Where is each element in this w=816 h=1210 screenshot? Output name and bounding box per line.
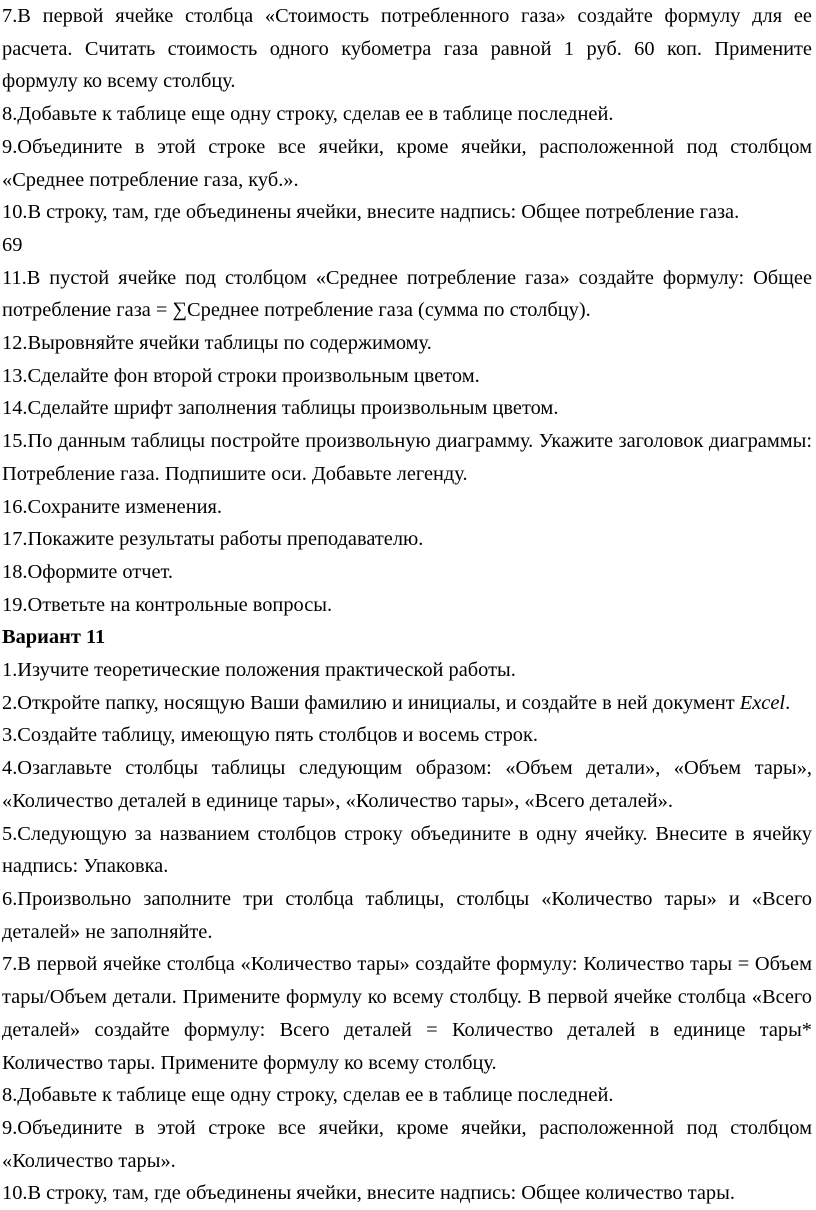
paragraph-step-10: 10.В строку, там, где объединены ячейки, внесите надпись: Общее потребление газа. — [2, 201, 740, 224]
variant-step-1: 1.Изучите теоретические положения практической работы. — [2, 659, 516, 682]
page-number: 69 — [2, 233, 23, 256]
variant-step-9: 9.Объедините в этой строке все ячейки, кроме ячейки, расположенной под столбцом «Количество тары». — [2, 1116, 812, 1172]
variant-step-2 — [2, 687, 812, 720]
paragraph-step-7: 7.В первой ячейке столбца «Стоимость потребленного газа» создайте формулу для ее расчета. Считать стоимость одного кубометра газа равной 1 руб. 60 коп. Примените формулу ко всему столбцу. — [2, 5, 812, 93]
paragraph-step-17: 17.Покажите результаты работы преподавателю. — [2, 528, 424, 551]
paragraph-step-14: 14.Сделайте шрифт заполнения таблицы произвольным цветом. — [2, 397, 559, 420]
variant-step-5: 5.Следующую за названием столбцов строку объедините в одну ячейку. Внесите в ячейку надпись: Упаковка. — [2, 822, 812, 878]
variant-heading: Вариант 11 — [2, 626, 106, 649]
variant-step-2-end: . — [785, 691, 791, 714]
variant-step-6: 6.Произвольно заполните три столбца таблицы, столбцы «Количество тары» и «Всего деталей» не заполняйте. — [2, 887, 812, 943]
variant-step-10: 10.В строку, там, где объединены ячейки, внесите надпись: Общее количество тары. — [2, 1182, 735, 1205]
variant-step-4: 4.Озаглавьте столбцы таблицы следующим образом: «Объем детали», «Объем тары», «Количество деталей в единице тары», «Количество тары», «Всего деталей». — [2, 757, 812, 812]
paragraph-step-18: 18.Оформите отчет. — [2, 560, 173, 583]
variant-step-2-text: 2.Откройте папку, носящую Ваши фамилию и инициалы, и создайте в ней документ — [2, 691, 740, 714]
paragraph-step-13: 13.Сделайте фон второй строки произвольным цветом. — [2, 364, 480, 387]
variant-step-7: 7.В первой ячейке столбца «Количество тары» создайте формулу: Количество тары = Объем тары/Объем детали. Примените формулу ко всему столбцу. В первой ячейке столбца «Всего деталей» создайте формулу: Всего деталей = Количество деталей в единице тары* Количество тары. Примените формулу ко всему столбцу. — [2, 953, 812, 1074]
variant-step-3: 3.Создайте таблицу, имеющую пять столбцов и восемь строк. — [2, 724, 538, 747]
paragraph-step-19: 19.Ответьте на контрольные вопросы. — [2, 593, 333, 616]
paragraph-step-9: 9.Объедините в этой строке все ячейки, кроме ячейки, расположенной под столбцом «Среднее потребление газа, куб.». — [2, 135, 812, 191]
paragraph-step-16: 16.Сохраните изменения. — [2, 495, 222, 518]
paragraph-step-11: 11.В пустой ячейке под столбцом «Среднее потребление газа» создайте формулу: Общее потребление газа = ∑Среднее потребление газа (сумма по столбцу). — [2, 266, 812, 322]
paragraph-step-8: 8.Добавьте к таблице еще одну строку, сделав ее в таблице последней. — [2, 103, 614, 126]
variant-step-8: 8.Добавьте к таблице еще одну строку, сделав ее в таблице последней. — [2, 1084, 614, 1107]
paragraph-step-12: 12.Выровняйте ячейки таблицы по содержимому. — [2, 332, 432, 355]
paragraph-step-15: 15.По данным таблицы постройте произвольную диаграмму. Укажите заголовок диаграммы: Потребление газа. Подпишите оси. Добавьте легенду. — [2, 430, 812, 485]
excel-term: Excel — [739, 691, 786, 714]
